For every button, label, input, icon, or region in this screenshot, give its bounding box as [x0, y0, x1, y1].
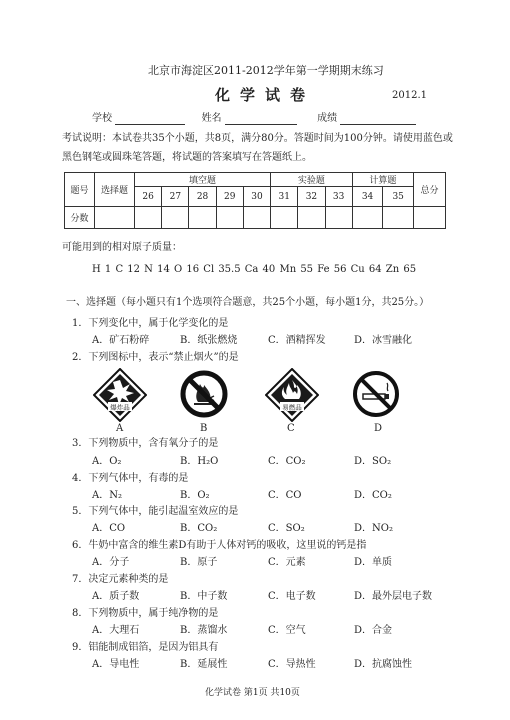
option-d[interactable]: D．SO₂	[354, 456, 392, 467]
q-num: 35	[383, 187, 414, 207]
no-fire-sign-icon[interactable]	[180, 370, 228, 418]
subject-title: 化学试卷	[215, 86, 316, 104]
atomic-mass-values: H 1 C 12 N 14 O 16 Cl 35.5 Ca 40 Mn 55 Fe 56 Cu 64 Zn 65	[92, 264, 417, 275]
sign-label-c: C	[287, 423, 295, 434]
option-c[interactable]: C．CO₂	[268, 456, 306, 467]
instructions-line-2: 黑色钢笔或圆珠笔答题，将试题的答案填写在答题纸上。	[62, 152, 312, 163]
q-num: 30	[243, 187, 270, 207]
exam-date: 2012.1	[392, 90, 427, 101]
score-cell[interactable]	[325, 207, 352, 229]
question-stem: 3．下列物质中，含有氧分子的是	[72, 438, 219, 449]
option-d[interactable]: D．单质	[354, 557, 393, 568]
question-stem: 8．下列物质中，属于纯净物的是	[72, 608, 219, 619]
q-num: 32	[298, 187, 325, 207]
option-c[interactable]: C．空气	[268, 625, 306, 636]
question-stem: 9．铝能制成铝箔，是因为铝具有	[72, 642, 219, 653]
explosive-sign-text: 爆炸品	[110, 403, 130, 412]
flammable-warning-sign-icon[interactable]	[265, 368, 319, 422]
col-fill: 填空题	[135, 173, 271, 187]
flammable-sign-text: 易燃品	[282, 403, 302, 412]
score-cell[interactable]	[216, 207, 243, 229]
col-choice: 选择题	[95, 173, 135, 207]
question-stem: 1．下列变化中，属于化学变化的是	[72, 318, 229, 329]
option-c[interactable]: C．元素	[268, 557, 306, 568]
col-total: 总分	[414, 173, 446, 207]
option-a[interactable]: A．质子数	[92, 591, 140, 602]
no-smoking-sign-icon[interactable]	[352, 370, 400, 418]
option-a[interactable]: A．N₂	[92, 490, 122, 501]
score-cell[interactable]	[135, 207, 162, 229]
option-a[interactable]: A．矿石粉碎	[92, 335, 150, 346]
score-label: 成绩	[317, 113, 338, 124]
option-b[interactable]: B．O₂	[180, 490, 210, 501]
q-num: 33	[325, 187, 352, 207]
option-b[interactable]: B．中子数	[180, 591, 228, 602]
instructions-line-1: 考试说明：本试卷共35个小题，共8页，满分80分。答题时间为100分钟。请使用蓝色或	[62, 133, 453, 144]
score-cell[interactable]	[383, 207, 414, 229]
col-experiment: 实验题	[271, 173, 353, 187]
col-calc: 计算题	[352, 173, 413, 187]
score-cell[interactable]	[298, 207, 325, 229]
score-field[interactable]	[340, 114, 416, 125]
sign-label-d: D	[374, 423, 383, 434]
option-d[interactable]: D．最外层电子数	[354, 591, 433, 602]
option-a[interactable]: A．CO	[92, 523, 126, 534]
row-label-score: 分数	[65, 207, 95, 229]
score-cell[interactable]	[414, 207, 446, 229]
student-info-row	[92, 113, 416, 125]
page-footer: 化学试卷 第1页 共10页	[205, 688, 300, 698]
option-c[interactable]: C．导热性	[268, 659, 316, 670]
name-field[interactable]	[225, 114, 297, 125]
option-b[interactable]: B．纸张燃烧	[180, 335, 238, 346]
atomic-mass-heading: 可能用到的相对原子质量：	[62, 242, 182, 253]
option-d[interactable]: D．冰雪融化	[354, 335, 413, 346]
score-cell[interactable]	[243, 207, 270, 229]
option-a[interactable]: A．大理石	[92, 625, 140, 636]
option-b[interactable]: B．延展性	[180, 659, 228, 670]
score-cell[interactable]	[95, 207, 135, 229]
option-d[interactable]: D．CO₂	[354, 490, 392, 501]
score-cell[interactable]	[189, 207, 216, 229]
option-d[interactable]: D．NO₂	[354, 523, 393, 534]
score-cell[interactable]	[271, 207, 298, 229]
q-num: 31	[271, 187, 298, 207]
q-num: 26	[135, 187, 162, 207]
option-a[interactable]: A．O₂	[92, 456, 122, 467]
q-num: 29	[216, 187, 243, 207]
option-c[interactable]: C．电子数	[268, 591, 316, 602]
q-num: 27	[162, 187, 189, 207]
option-c[interactable]: C．CO	[268, 490, 302, 501]
score-cell[interactable]	[352, 207, 383, 229]
option-b[interactable]: B．H₂O	[180, 456, 219, 467]
sign-label-a: A	[116, 423, 124, 434]
name-label: 姓名	[201, 113, 222, 124]
option-a[interactable]: A．分子	[92, 557, 130, 568]
school-label: 学校	[92, 113, 112, 124]
option-c[interactable]: C．SO₂	[268, 523, 305, 534]
option-b[interactable]: B．蒸馏水	[180, 625, 228, 636]
score-cell[interactable]	[162, 207, 189, 229]
question-stem: 4．下列气体中，有毒的是	[72, 473, 189, 484]
option-d[interactable]: D．合金	[354, 625, 393, 636]
option-b[interactable]: B．原子	[180, 557, 218, 568]
q-num: 34	[352, 187, 383, 207]
school-field[interactable]	[115, 114, 185, 125]
question-stem: 7．决定元素种类的是	[72, 574, 169, 585]
sign-label-b: B	[200, 423, 208, 434]
option-c[interactable]: C．酒精挥发	[268, 335, 326, 346]
explosive-warning-sign-icon[interactable]	[93, 368, 147, 422]
option-d[interactable]: D．抗腐蚀性	[354, 659, 413, 670]
option-b[interactable]: B．CO₂	[180, 523, 218, 534]
exam-header-title: 北京市海淀区2011-2012学年第一学期期末练习	[148, 64, 384, 77]
question-stem: 5．下列气体中，能引起温室效应的是	[72, 506, 239, 517]
q-num: 28	[189, 187, 216, 207]
section1-heading: 一、选择题（每小题只有1个选项符合题意，共25个小题，每小题1分，共25分。）	[66, 297, 430, 308]
question-stem: 6．牛奶中富含的维生素D有助于人体对钙的吸收，这里说的钙是指	[72, 540, 367, 551]
option-a[interactable]: A．导电性	[92, 659, 140, 670]
row-label-question: 题号	[65, 173, 95, 207]
question-stem: 2．下列图标中，表示“禁止烟火”的是	[72, 352, 239, 363]
score-table	[64, 172, 446, 229]
